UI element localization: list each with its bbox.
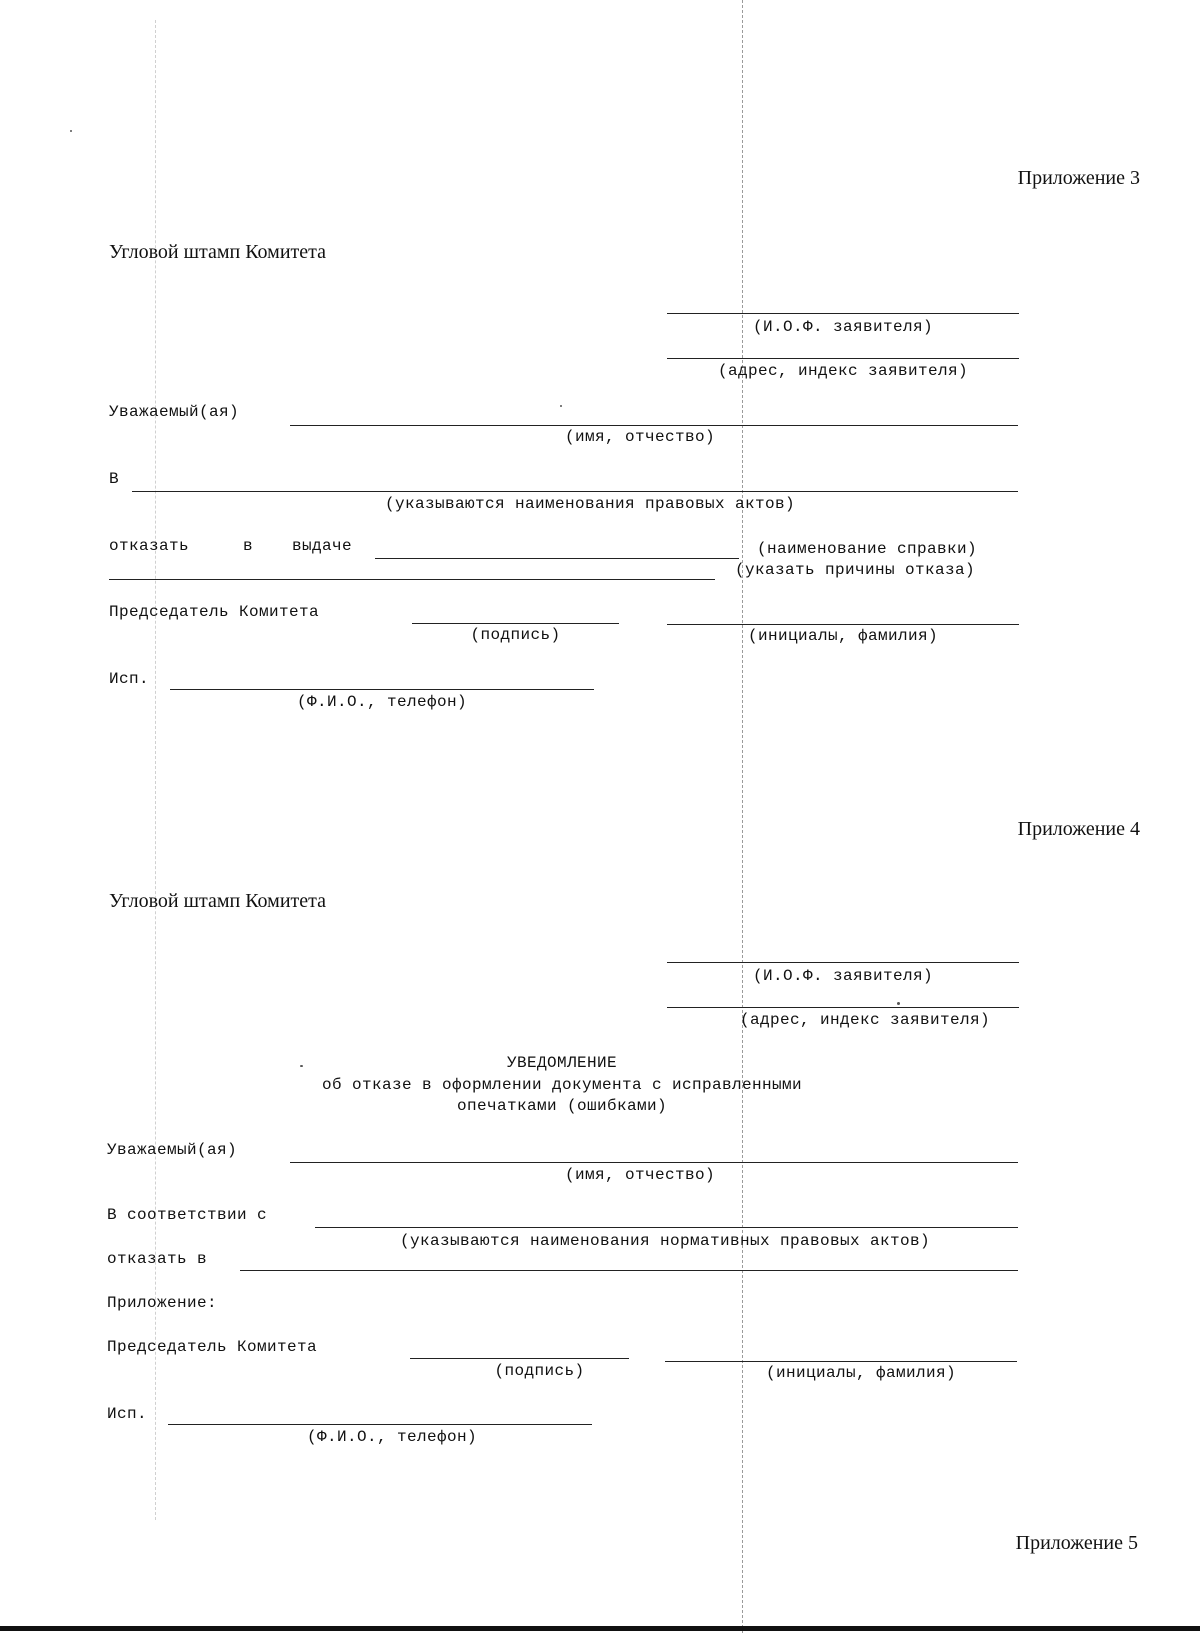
appendix-5-heading: Приложение 5 bbox=[1015, 1532, 1138, 1554]
executor-label: Исп. bbox=[109, 670, 150, 688]
executor-field[interactable] bbox=[170, 689, 594, 690]
signature-caption: (подпись) bbox=[470, 626, 561, 644]
refuse-in-word: в bbox=[243, 537, 254, 555]
corner-stamp-label: Угловой штамп Комитета bbox=[109, 890, 327, 912]
chairman-label: Председатель Комитета bbox=[109, 603, 320, 621]
recipient-name-caption: (имя, отчество) bbox=[564, 1166, 716, 1184]
applicant-name-field[interactable] bbox=[667, 962, 1019, 963]
normative-acts-field[interactable] bbox=[315, 1227, 1018, 1228]
recipient-name-field[interactable] bbox=[290, 425, 1018, 426]
legal-acts-field[interactable] bbox=[132, 491, 1018, 492]
corner-stamp-label: Угловой штамп Комитета bbox=[109, 241, 327, 263]
notice-subtitle-line2: опечатками (ошибками) bbox=[456, 1097, 668, 1115]
attachment-label: Приложение: bbox=[107, 1294, 218, 1312]
certificate-caption: (наименование справки) bbox=[757, 540, 978, 558]
scan-speck bbox=[560, 405, 562, 407]
page-bottom-edge bbox=[0, 1626, 1200, 1631]
refuse-field[interactable] bbox=[240, 1270, 1018, 1271]
initials-field[interactable] bbox=[665, 1361, 1017, 1362]
chairman-label: Председатель Комитета bbox=[107, 1338, 318, 1356]
salutation-label: Уважаемый(ая) bbox=[109, 403, 240, 421]
notice-subtitle-line1: об отказе в оформлении документа с исправленными bbox=[321, 1076, 803, 1094]
refuse-word: отказать bbox=[109, 537, 190, 555]
appendix-4-heading: Приложение 4 bbox=[1017, 818, 1140, 840]
salutation-label: Уважаемый(ая) bbox=[107, 1141, 238, 1159]
notice-title: УВЕДОМЛЕНИЕ bbox=[506, 1054, 618, 1072]
page-fold-mark bbox=[742, 0, 743, 1633]
certificate-field[interactable] bbox=[375, 558, 739, 559]
normative-acts-caption: (указываются наименования нормативных правовых актов) bbox=[399, 1232, 931, 1250]
initials-caption: (инициалы, фамилия) bbox=[765, 1364, 957, 1382]
applicant-address-caption: (адрес, индекс заявителя) bbox=[739, 1011, 991, 1029]
signature-caption: (подпись) bbox=[494, 1362, 585, 1380]
refusal-reason-caption: (указать причины отказа) bbox=[735, 561, 976, 579]
refusal-reason-field[interactable] bbox=[109, 579, 715, 580]
legal-acts-caption: (указываются наименования правовых актов) bbox=[384, 495, 796, 513]
executor-field[interactable] bbox=[168, 1424, 592, 1425]
recipient-name-caption: (имя, отчество) bbox=[564, 428, 716, 446]
applicant-name-caption: (И.О.Ф. заявителя) bbox=[752, 318, 934, 336]
initials-caption: (инициалы, фамилия) bbox=[747, 627, 939, 645]
refuse-issue-word: выдаче bbox=[292, 537, 353, 555]
scan-speck bbox=[70, 130, 72, 132]
initials-field[interactable] bbox=[667, 624, 1019, 625]
executor-caption: (Ф.И.О., телефон) bbox=[306, 1428, 478, 1446]
applicant-address-field[interactable] bbox=[667, 1007, 1019, 1008]
in-label: В bbox=[109, 470, 120, 488]
scan-speck bbox=[300, 1065, 303, 1067]
recipient-name-field[interactable] bbox=[290, 1162, 1018, 1163]
applicant-address-field[interactable] bbox=[667, 358, 1019, 359]
applicant-name-field[interactable] bbox=[667, 313, 1019, 314]
appendix-3-heading: Приложение 3 bbox=[1017, 167, 1140, 189]
applicant-address-caption: (адрес, индекс заявителя) bbox=[717, 362, 969, 380]
executor-caption: (Ф.И.О., телефон) bbox=[296, 693, 468, 711]
signature-field[interactable] bbox=[410, 1358, 629, 1359]
scan-speck bbox=[897, 1002, 900, 1005]
according-to-label: В соответствии с bbox=[107, 1206, 268, 1224]
signature-field[interactable] bbox=[412, 623, 619, 624]
refuse-label: отказать в bbox=[107, 1250, 208, 1268]
executor-label: Исп. bbox=[107, 1405, 148, 1423]
applicant-name-caption: (И.О.Ф. заявителя) bbox=[752, 967, 934, 985]
